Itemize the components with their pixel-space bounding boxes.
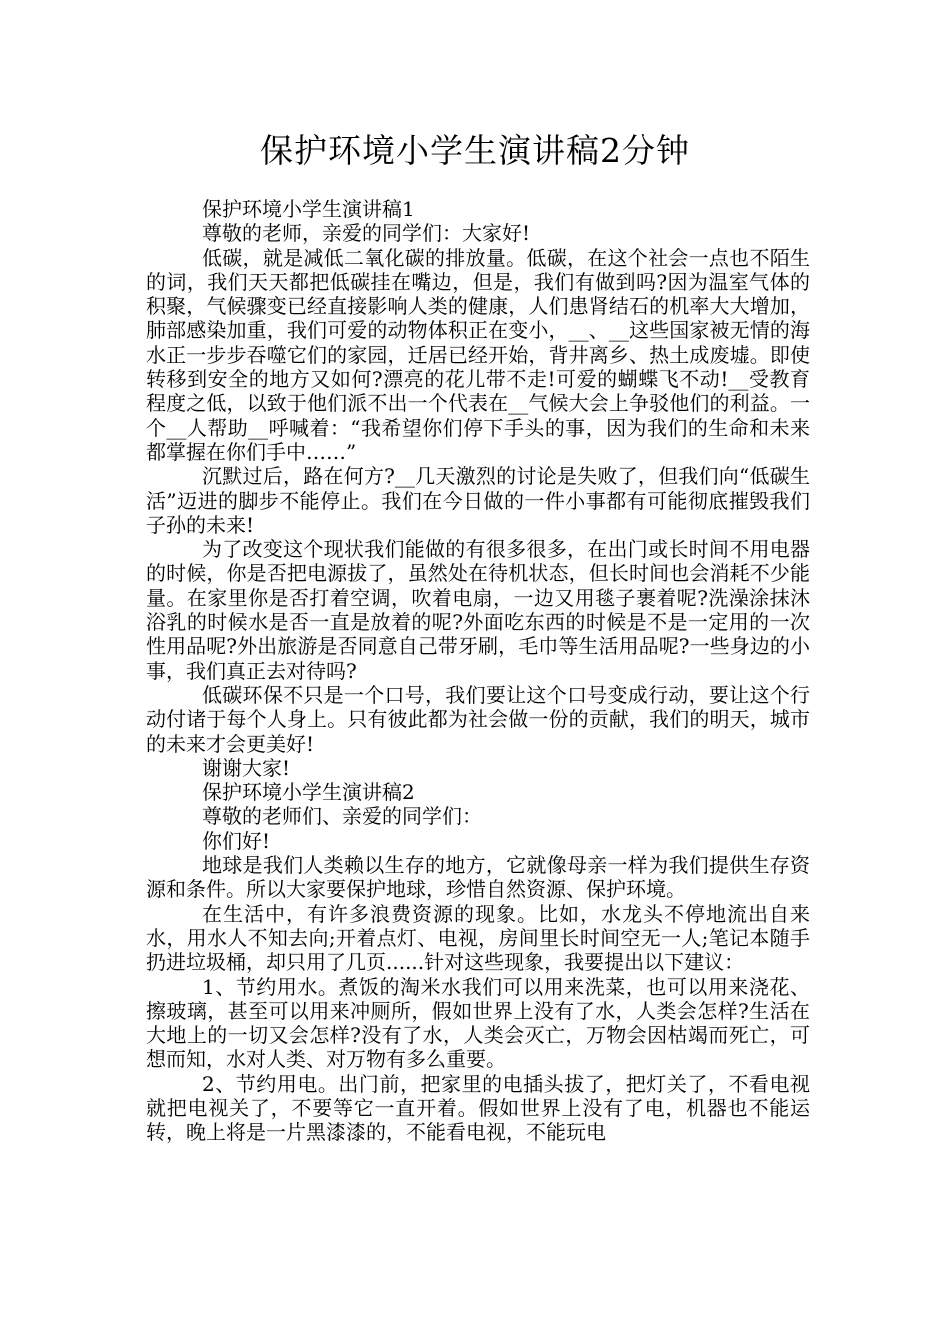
speech-2-hello: 你们好! [202, 828, 271, 853]
speech-1-closing: 谢谢大家! [202, 755, 291, 780]
speech-2-paragraph-waste: 在生活中，有许多浪费资源的现象。比如，水龙头不停地流出自来水，用水人不知去向;开着点灯、电视，房间里长时间空无一人;笔记本随手扔进垃圾桶，却只用了几页......针对这些现象，我要提出以下建议： [146, 901, 810, 975]
speech-2-paragraph-earth: 地球是我们人类赖以生存的地方，它就像母亲一样为我们提供生存资源和条件。所以大家要保护地球，珍惜自然资源、保护环境。 [146, 853, 810, 902]
speech-2-paragraph-save-electricity: 2、节约用电。出门前，把家里的电插头拔了，把灯关了，不看电视就把电视关了，不要等它一直开着。假如世界上没有了电，机器也不能运转，晚上将是一片黑漆漆的，不能看电视，不能玩电 [146, 1071, 810, 1145]
speech-1-greeting: 尊敬的老师，亲爱的同学们：大家好! [202, 221, 531, 246]
document-title: 保护环境小学生演讲稿2分钟 [260, 131, 690, 170]
speech-1-paragraph-low-carbon: 低碳，就是减低二氧化碳的排放量。低碳，在这个社会一点也不陌生的词，我们天天都把低碳挂在嘴边，但是，我们有做到吗?因为温室气体的积聚，气候骤变已经直接影响人类的健康，人们患肾结石的机率大大增加，肺部感染加重，我们可爱的动物体积正在变小，__、__这些国家被无情的海水正一步步吞噬它们的家园，迁居已经开始，背井离乡、热土成废墟。即使转移到安全的地方又如何?漂亮的花儿带不走!可爱的蝴蝶飞不动!__受教育程度之低，以致于他们派不出一个代表在__气候大会上争驳他们的利益。一个__人帮助__呼喊着：“我希望你们停下手头的事，因为我们的生命和未来都掌握在你们手中……” [146, 245, 810, 464]
speech-2-paragraph-save-water: 1、节约用水。煮饭的淘米水我们可以用来洗菜，也可以用来浇花、擦玻璃，甚至可以用来冲厕所，假如世界上没有了水，人类会怎样?生活在大地上的一切又会怎样?没有了水，人类会灭亡，万物会因枯竭而死亡，可想而知，水对人类、对万物有多么重要。 [146, 974, 810, 1072]
speech-2-greeting: 尊敬的老师们、亲爱的同学们： [202, 804, 482, 829]
speech-1-paragraph-actions: 为了改变这个现状我们能做的有很多很多，在出门或长时间不用电器的时候，你是否把电源拔了，虽然处在待机状态，但长时间也会消耗不少能量。在家里你是否打着空调，吹着电扇，一边又用毯子裹着呢?洗澡涂抹沐浴乳的时候水是否一直是放着的呢?外面吃东西的时候是不是一定用的一次性用品呢?外出旅游是否同意自己带牙刷，毛巾等生活用品呢?一些身边的小事，我们真正去对待吗? [146, 537, 810, 683]
speech-1-heading: 保护环境小学生演讲稿1 [202, 197, 415, 221]
document-body [146, 197, 810, 1145]
speech-1-paragraph-silence: 沉默过后，路在何方?__几天激烈的讨论是失败了，但我们向“低碳生活”迈进的脚步不能停止。我们在今日做的一件小事都有可能彻底摧毁我们子孙的未来! [146, 464, 810, 537]
speech-1-paragraph-slogan: 低碳环保不只是一个口号，我们要让这个口号变成行动，要让这个行动付诸于每个人身上。只有彼此都为社会做一份的贡献，我们的明天，城市的未来才会更美好! [146, 682, 810, 756]
speech-2-heading: 保护环境小学生演讲稿2 [202, 780, 415, 805]
